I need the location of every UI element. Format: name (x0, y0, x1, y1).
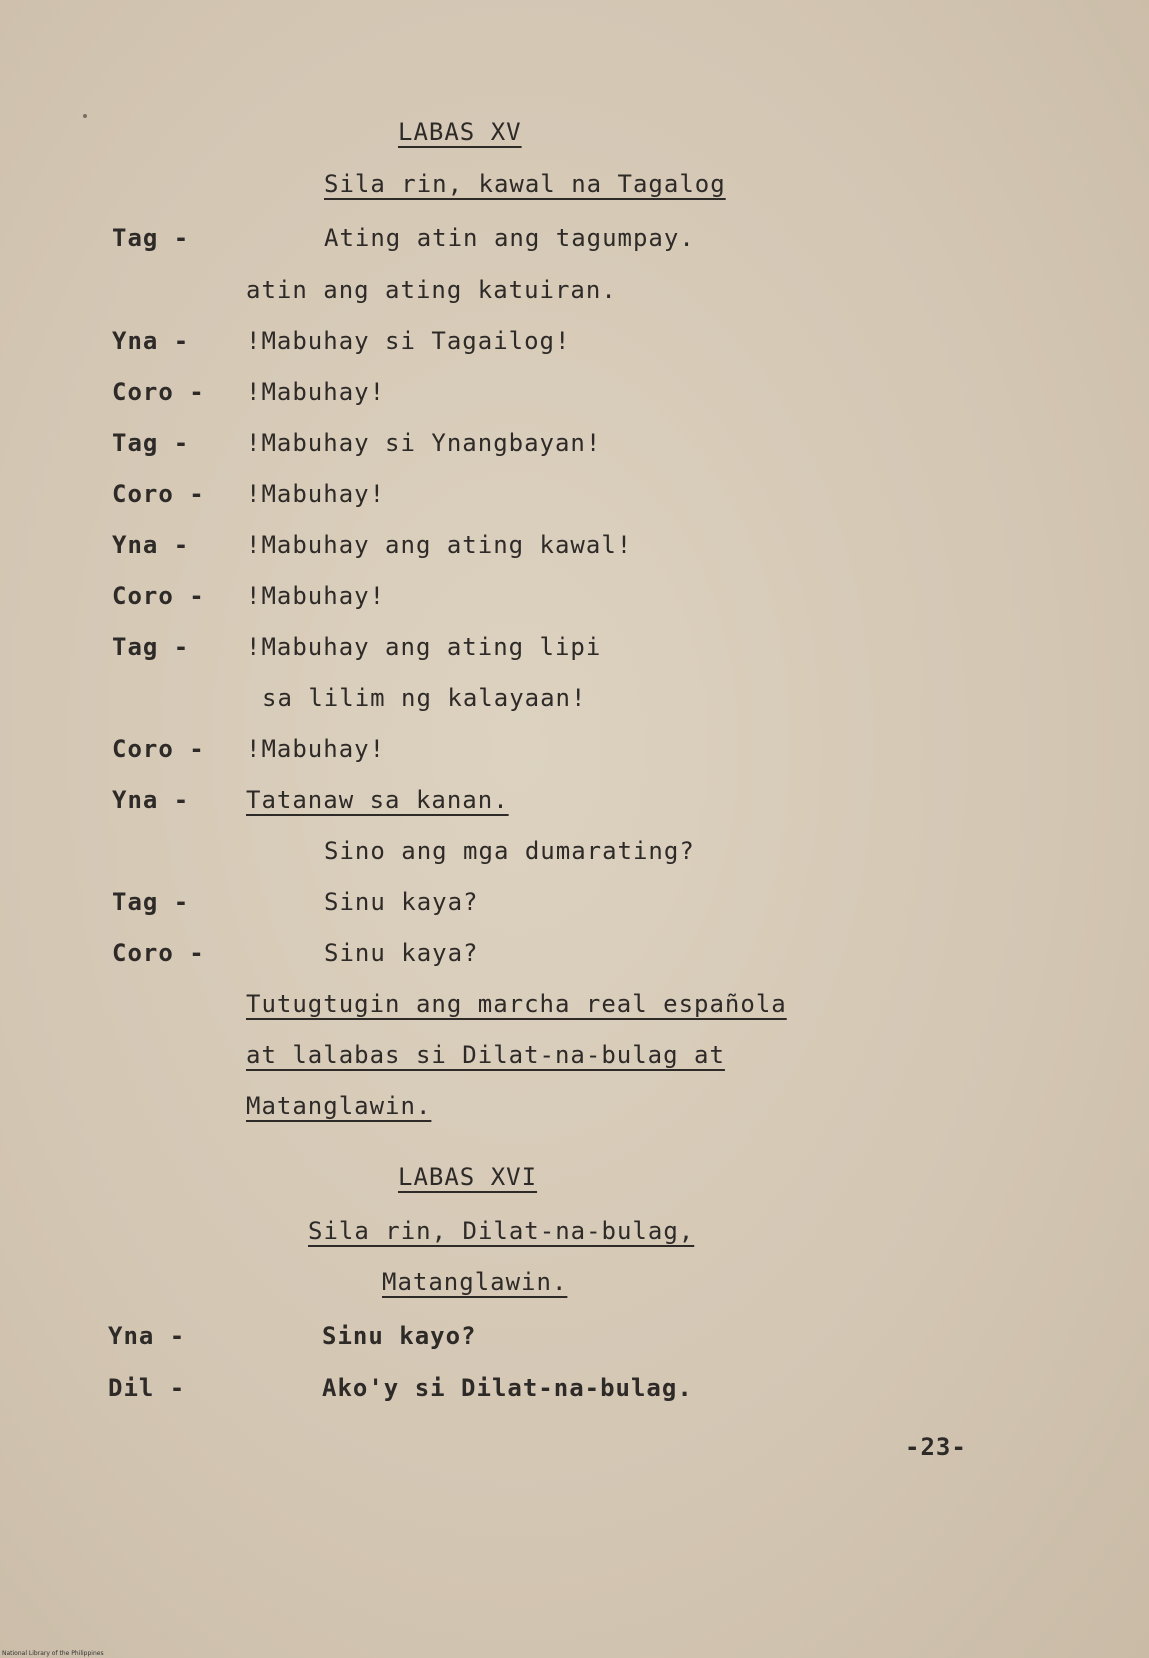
speaker-label: Dil - (108, 1374, 186, 1402)
dialogue-line: Ako'y si Dilat-na-bulag. (322, 1374, 693, 1402)
dialogue-line: !Mabuhay! (246, 735, 386, 763)
scene-heading: LABAS XVI (398, 1163, 538, 1191)
speaker-label: Yna - (112, 786, 190, 814)
dialogue-line: atin ang ating katuiran. (246, 276, 617, 304)
speaker-label: Tag - (112, 633, 190, 661)
scene-heading: LABAS XV (398, 118, 522, 146)
speaker-label: Yna - (112, 531, 190, 559)
dialogue-line: Tatanaw sa kanan. (246, 786, 509, 814)
dialogue-line: Sinu kaya? (324, 888, 479, 916)
dialogue-line: Sino ang mga dumarating? (324, 837, 695, 865)
speaker-label: Tag - (112, 224, 190, 252)
dialogue-line: !Mabuhay! (246, 480, 386, 508)
page-number: -23- (905, 1433, 967, 1461)
stage-direction-line: Tutugtugin ang marcha real española (246, 990, 787, 1018)
dialogue-line: !Mabuhay ang ating kawal! (246, 531, 633, 559)
speaker-label: Coro - (112, 480, 205, 508)
dialogue-line: !Mabuhay! (246, 378, 386, 406)
speaker-label: Yna - (112, 327, 190, 355)
speaker-label: Coro - (112, 939, 205, 967)
speaker-label: Coro - (112, 378, 205, 406)
speaker-label: Coro - (112, 735, 205, 763)
dialogue-line: Ating atin ang tagumpay. (324, 224, 695, 252)
dialogue-line: Sinu kayo? (322, 1322, 477, 1350)
stage-direction-line: at lalabas si Dilat-na-bulag at (246, 1041, 725, 1069)
dialogue-line: Sinu kaya? (324, 939, 479, 967)
dialogue-line: !Mabuhay! (246, 582, 386, 610)
footer-credit: National Library of the Philippines (2, 1650, 104, 1657)
speaker-label: Tag - (112, 888, 190, 916)
dialogue-line: !Mabuhay si Ynangbayan! (246, 429, 602, 457)
ink-speck (83, 114, 87, 118)
dialogue-line: !Mabuhay ang ating lipi (246, 633, 602, 661)
speaker-label: Tag - (112, 429, 190, 457)
scene-direction: Matanglawin. (382, 1268, 568, 1296)
scene-direction: Sila rin, kawal na Tagalog (324, 170, 726, 198)
dialogue-line: !Mabuhay si Tagailog! (246, 327, 571, 355)
speaker-label: Coro - (112, 582, 205, 610)
speaker-label: Yna - (108, 1322, 186, 1350)
scene-direction: Sila rin, Dilat-na-bulag, (308, 1217, 695, 1245)
dialogue-line: sa lilim ng kalayaan! (262, 684, 587, 712)
stage-direction-line: Matanglawin. (246, 1092, 432, 1120)
